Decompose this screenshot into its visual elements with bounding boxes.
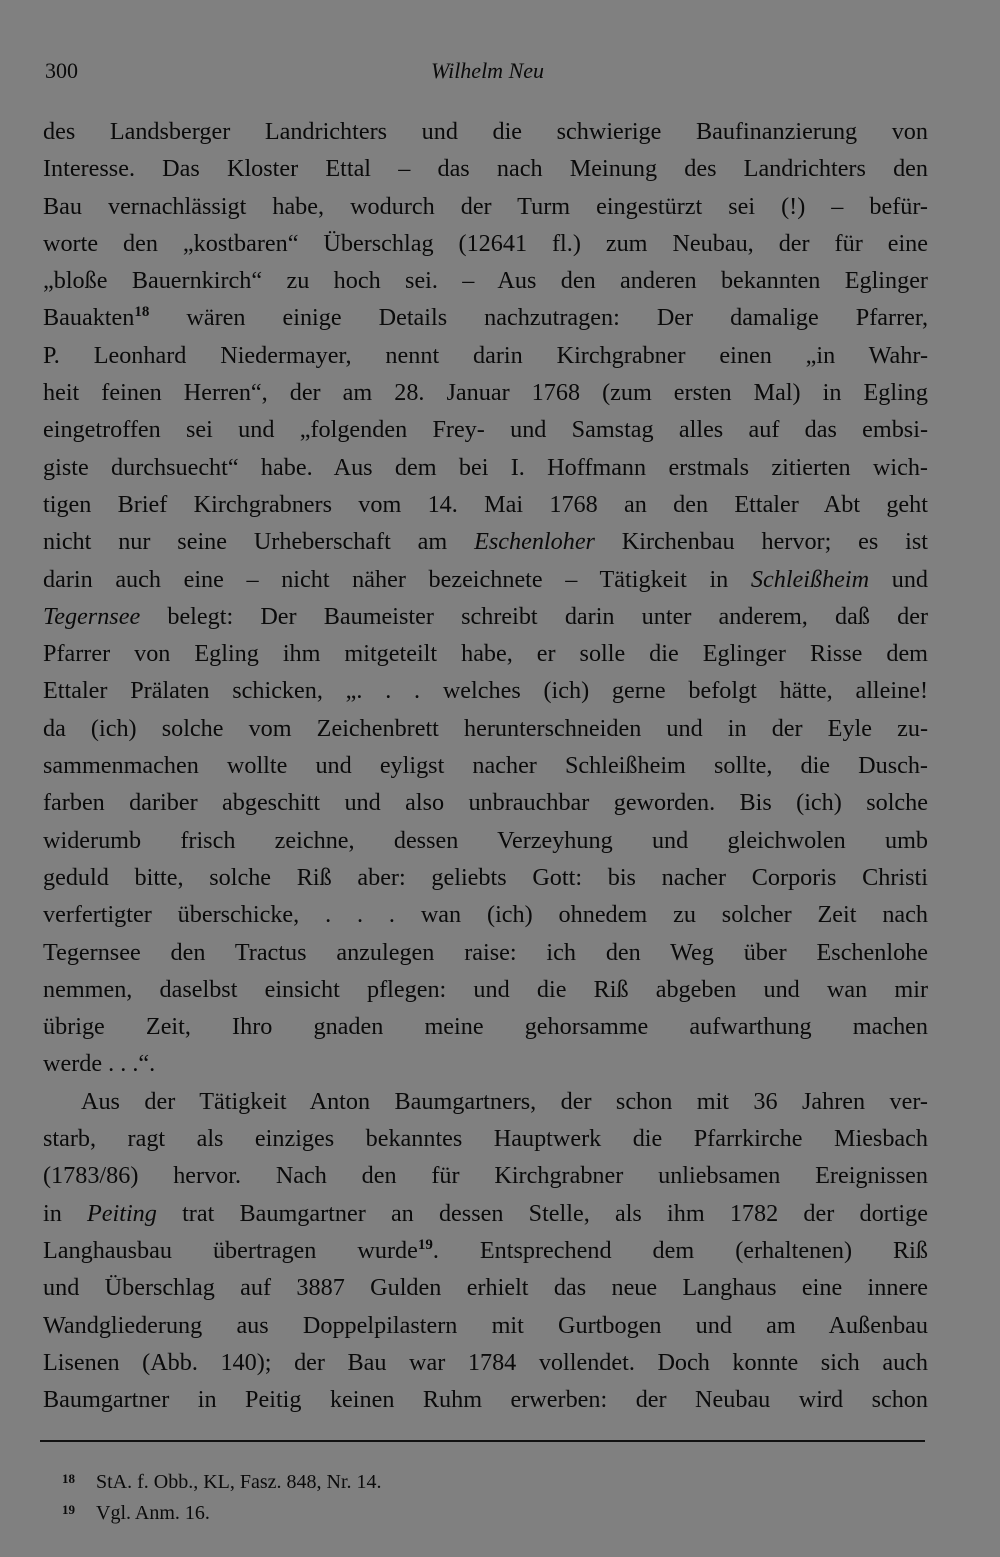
text-segment: werde . . .“. (43, 1050, 156, 1078)
text-line (43, 1083, 928, 1120)
text-line (43, 411, 928, 448)
text-segment: des Landsberger Landrichters und die schwierige Baufinanzierung von (43, 118, 928, 145)
text-line (43, 598, 928, 635)
text-line (43, 337, 928, 374)
text-line (43, 188, 928, 225)
footnote-text: StA. f. Obb., KL, Fasz. 848, Nr. 14. (96, 1471, 382, 1493)
footnote-text: Vgl. Anm. 16. (96, 1502, 210, 1524)
text-segment: nicht nur seine Urheberschaft am (43, 528, 475, 556)
footnote-mark: 18 (62, 1471, 75, 1486)
text-line (43, 1120, 928, 1157)
text-line (43, 1195, 928, 1232)
text-segment: (1783/86) hervor. Nach den für Kirchgrabner unliebsamen Ereignissen (43, 1162, 928, 1190)
text-segment: Bau vernachlässigt habe, wodurch der Turm eingestürzt sei (!) – befür- (43, 192, 928, 220)
text-line (43, 449, 928, 486)
text-line (43, 635, 928, 672)
text-segment: geduld bitte, solche Riß aber: geliebts Gott: bis nacher Corporis Christi (43, 863, 928, 891)
text-segment: heit feinen Herren“, der am 28. Januar 1768 (zum ersten Mal) in Egling (43, 379, 928, 407)
text-segment: verfertigter überschicke, . . . wan (ich) ohnedem zu solcher Zeit nach (43, 901, 928, 929)
text-segment: „bloße Bauernkirch“ zu hoch sei. – Aus den anderen bekannten Eglinger (43, 267, 928, 295)
footnote-reference: 18 (134, 304, 150, 321)
text-segment: wären einige Details nachzutragen: Der damalige Pfarrer, (149, 304, 928, 332)
text-segment: Bauakten (43, 304, 135, 332)
text-segment: nemmen, daselbst einsicht pflegen: und die Riß abgeben und wan mir (43, 975, 928, 1003)
text-segment: übrige Zeit, Ihro gnaden meine gehorsamme aufwarthung machen (43, 1013, 928, 1041)
text-line (43, 1157, 928, 1194)
text-segment: belegt: Der Baumeister schreibt darin unter anderem, daß der (140, 602, 928, 630)
text-segment: Lisenen (Abb. 140); der Bau war 1784 vollendet. Doch konnte sich auch (43, 1348, 928, 1376)
text-line (43, 299, 928, 336)
text-line (43, 113, 928, 150)
text-segment: eingetroffen sei und „folgenden Frey- und Samstag alles auf das embsi- (43, 416, 928, 444)
text-line (43, 1269, 928, 1306)
text-line (43, 374, 928, 411)
text-line (43, 672, 928, 709)
text-segment: starb, ragt als einziges bekanntes Hauptwerk die Pfarrkirche Miesbach (43, 1125, 928, 1153)
text-line (43, 784, 928, 821)
italic-text: Tegernsee (43, 602, 141, 630)
text-line (43, 523, 928, 560)
text-line (43, 486, 928, 523)
text-segment: trat Baumgartner an dessen Stelle, als ihm 1782 der dortige (156, 1199, 928, 1227)
text-segment: Baumgartner in Peitig keinen Ruhm erwerben: der Neubau wird schon (43, 1386, 928, 1414)
text-line (43, 1045, 928, 1082)
text-line (43, 225, 928, 262)
text-segment: darin auch eine – nicht näher bezeichnete – Tätigkeit in (43, 565, 751, 593)
italic-text: Peiting (87, 1199, 157, 1227)
text-segment: farben dariber abgeschitt und also unbrauchbar geworden. Bis (ich) solche (43, 789, 928, 817)
page-header (45, 58, 930, 88)
footnote (62, 1465, 382, 1496)
footnotes (62, 1465, 382, 1527)
text-segment: Interesse. Das Kloster Ettal – das nach Meinung des Landrichters den (43, 155, 928, 183)
text-segment: P. Leonhard Niedermayer, nennt darin Kirchgrabner einen „in Wahr- (43, 341, 928, 369)
text-segment: Pfarrer von Egling ihm mitgeteilt habe, er solle die Eglinger Risse dem (43, 640, 928, 668)
text-line (43, 822, 928, 859)
text-line (43, 1008, 928, 1045)
text-line (43, 859, 928, 896)
text-line (43, 747, 928, 784)
text-segment: und (869, 565, 929, 593)
text-segment: tigen Brief Kirchgrabners vom 14. Mai 1768 an den Ettaler Abt geht (43, 490, 928, 518)
text-line (43, 561, 928, 598)
text-segment: Kirchenbau hervor; es ist (594, 528, 929, 556)
footnote-mark: 19 (62, 1502, 75, 1517)
italic-text: Eschenloher (474, 528, 595, 556)
text-segment: Wandgliederung aus Doppelpilastern mit Gurtbogen und am Außenbau (43, 1311, 928, 1339)
text-segment: Aus der Tätigkeit Anton Baumgartners, der schon mit 36 Jahren ver- (81, 1087, 928, 1115)
text-line (43, 934, 928, 971)
italic-text: Schleißheim (750, 565, 870, 593)
text-line (43, 896, 928, 933)
text-segment: Ettaler Prälaten schicken, „. . . welches (ich) gerne befolgt hätte, alleine! (43, 677, 928, 705)
text-segment: in (43, 1199, 88, 1227)
text-line (43, 1307, 928, 1344)
text-line (43, 971, 928, 1008)
text-segment: sammenmachen wollte und eyligst nacher Schleißheim sollte, die Dusch- (43, 752, 928, 780)
text-segment: Langhausbau übertragen wurde (43, 1236, 418, 1264)
text-segment: giste durchsuecht“ habe. Aus dem bei I. Hoffmann erstmals zitierten wich- (43, 453, 928, 481)
running-head: Wilhelm Neu (430, 58, 545, 83)
text-line (43, 1344, 928, 1381)
text-segment: widerumb frisch zeichne, dessen Verzeyhung und gleichwolen umb (43, 826, 928, 854)
text-line (43, 710, 928, 747)
footnote-reference: 19 (417, 1236, 433, 1253)
body-text (43, 113, 928, 1418)
text-line (43, 1232, 928, 1269)
footnote-rule (40, 1440, 925, 1442)
page-number: 300 (45, 58, 78, 83)
text-segment: worte den „kostbaren“ Überschlag (12641 fl.) zum Neubau, der für eine (43, 229, 928, 257)
text-segment: . Entsprechend dem (erhaltenen) Riß (432, 1236, 928, 1264)
text-line (43, 1381, 928, 1418)
footnote (62, 1496, 382, 1527)
text-segment: und Überschlag auf 3887 Gulden erhielt das neue Langhaus eine innere (43, 1274, 928, 1302)
text-segment: da (ich) solche vom Zeichenbrett herunterschneiden und in der Eyle zu- (43, 714, 928, 742)
text-segment: Tegernsee den Tractus anzulegen raise: ich den Weg über Eschenlohe (43, 938, 928, 966)
text-line (43, 262, 928, 299)
text-line (43, 150, 928, 187)
